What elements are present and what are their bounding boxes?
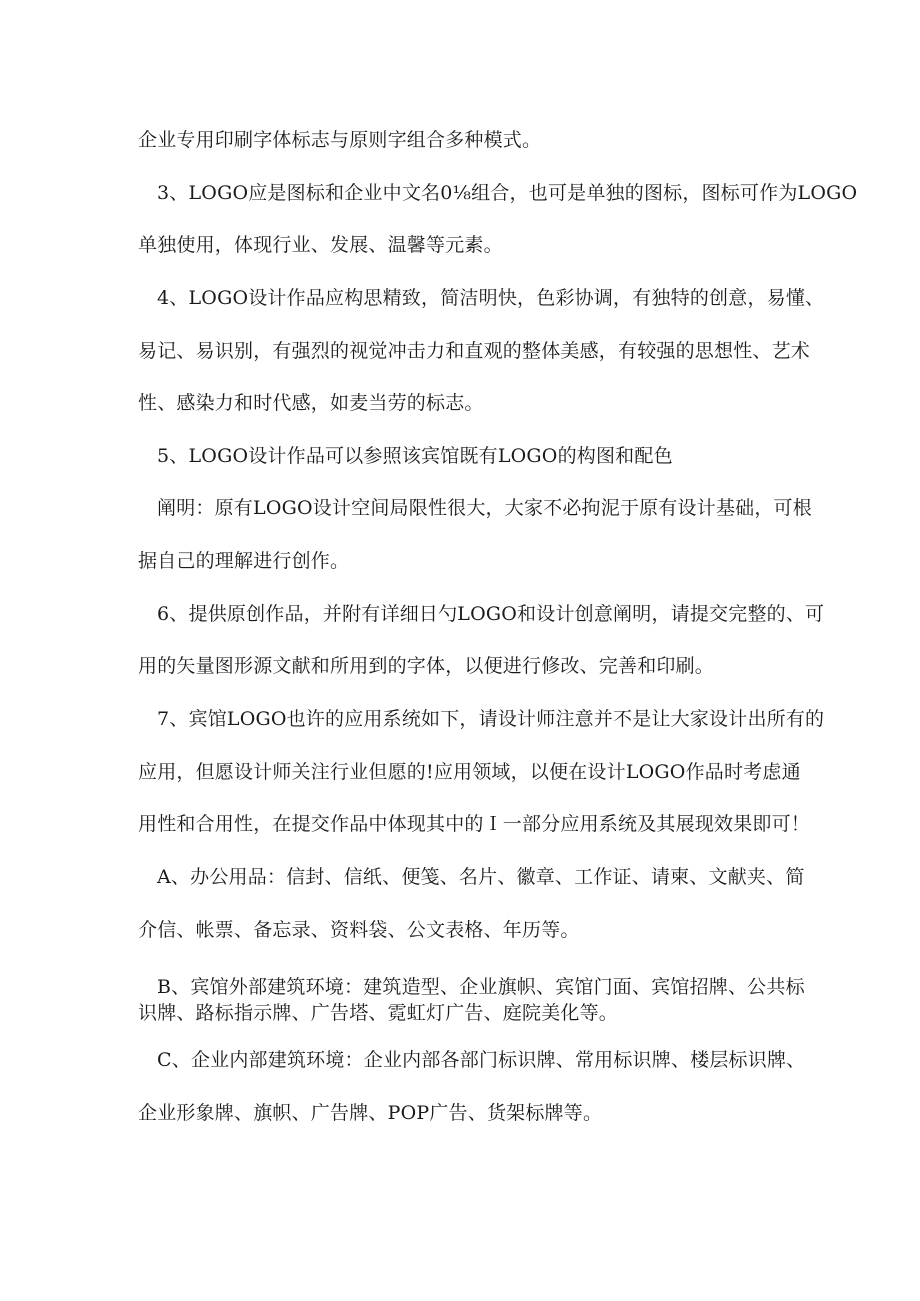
text-line: 识牌、路标指示牌、广告塔、霓虹灯广告、庭院美化等。 [138,1002,619,1024]
text-line: 企业专用印刷字体标志与原则字组合多种模式。 [138,129,542,151]
text-line: C、企业内部建筑环境：企业内部各部门标识牌、常用标识牌、楼层标识牌、 [157,1049,806,1071]
text-line: 3、LOGO应是图标和企业中文名0⅛组合，也可是单独的图标，图标可作为LOGO [157,182,858,204]
text-line: 易记、易识别，有强烈的视觉冲击力和直观的整体美感，有较强的思想性、艺术 [138,340,811,362]
text-line: 用性和合用性，在提交作品中体现其中的Ｉ一部分应用系统及其展现效果即可！ [138,813,811,835]
text-line: B、宾馆外部建筑环境：建筑造型、企业旗帜、宾馆门面、宾馆招牌、公共标 [157,976,805,998]
text-line: 用的矢量图形源文献和所用到的字体，以便进行修改、完善和印刷。 [138,655,715,677]
text-line: 性、感染力和时代感，如麦当劳的标志。 [138,392,484,414]
text-line: 企业形象牌、旗帜、广告牌、POP广告、货架标牌等。 [138,1102,603,1124]
text-line: 单独使用，体现行业、发展、温馨等元素。 [138,234,503,256]
text-line: 7、宾馆LOGO也许的应用系统如下，请设计师注意并不是让大家设计出所有的 [157,708,825,730]
text-line: 5、LOGO设计作品可以参照该宾馆既有LOGO的构图和配色 [157,445,673,467]
text-line: A、办公用品：信封、信纸、便笺、名片、徽章、工作证、请柬、文献夹、简 [157,866,805,888]
text-line: 4、LOGO设计作品应构思精致，简洁明快，色彩协调，有独特的创意，易懂、 [157,287,825,309]
text-line: 介信、帐票、备忘录、资料袋、公文表格、年历等。 [138,919,580,941]
text-line: 应用，但愿设计师关注行业但愿的!应用领域，以便在设计LOGO作品时考虑通 [138,761,801,783]
text-line: 6、提供原创作品，并附有详细日勺LOGO和设计创意阐明，请提交完整的、可 [157,603,825,625]
text-line: 据自己的理解进行创作。 [138,550,350,572]
text-line: 阐明：原有LOGO设计空间局限性很大，大家不必拘泥于原有设计基础，可根 [157,497,812,519]
